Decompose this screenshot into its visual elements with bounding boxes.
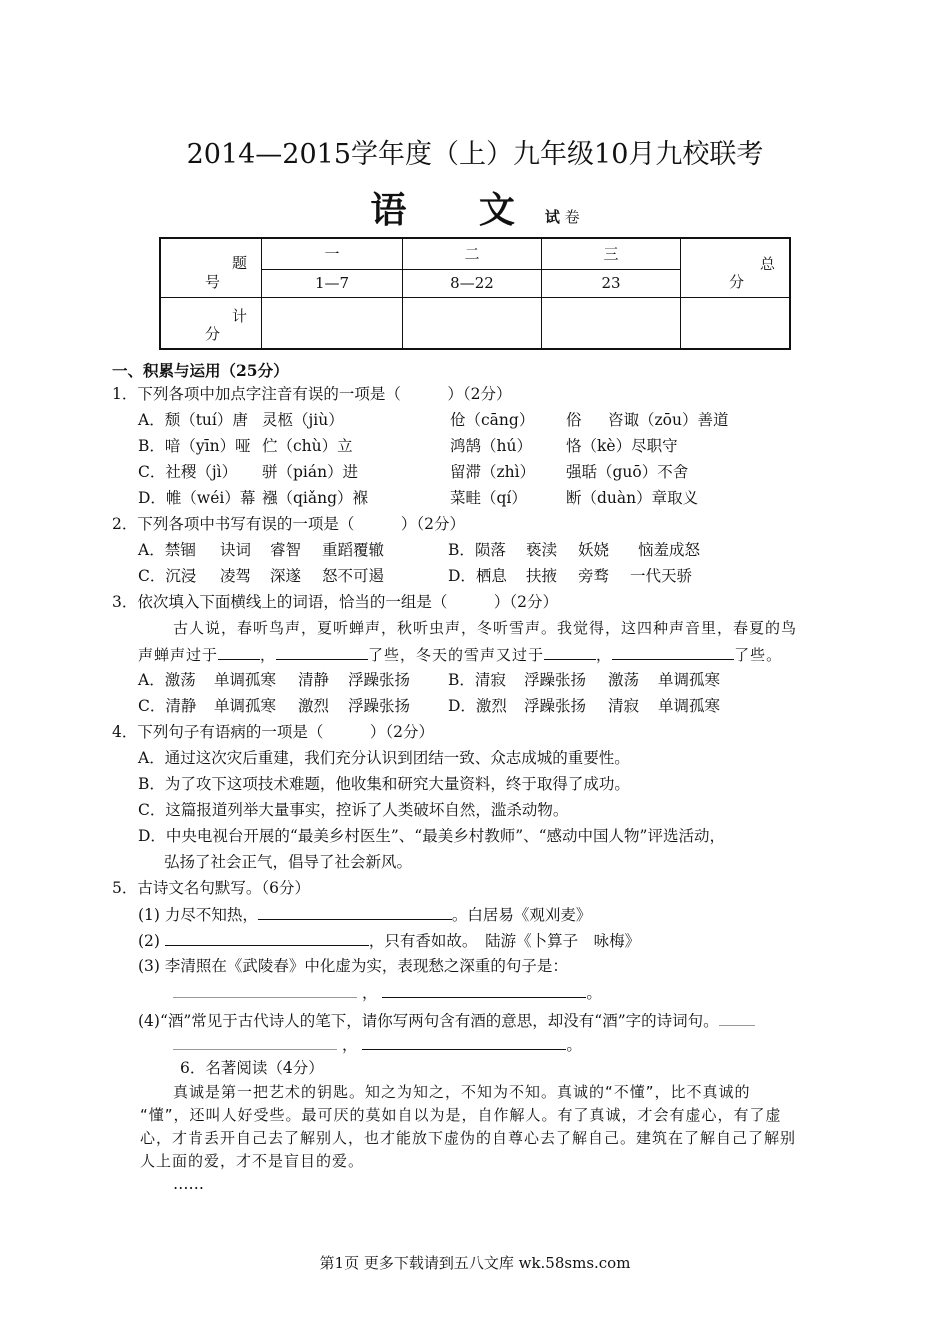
q4-option-a: A．通过这次灾后重建，我们充分认识到团结一致、众志成城的重要性。 [138,749,630,767]
q6-passage-line2: “懂”，还叫人好受些。最可厌的莫如自以为是，自作解人。有了真诚，才会有虚心，有了虚 [140,1106,782,1124]
q3-option-a: A．激荡 单调孤寒 清静 浮躁张扬 [138,671,411,689]
q5-item-3-answer: ， 。 [173,981,602,1004]
q6-passage-line1: 真诚是第一把艺术的钥匙。知之为知之，不知为不知。真诚的“不懂”，比不真诚的 [173,1083,751,1101]
q6-ellipsis: …… [173,1175,204,1193]
q5-blank-3a[interactable] [173,981,357,998]
q5-blank-4-start[interactable] [719,1009,755,1026]
q3-passage-line2: 声蝉声过于 ， 了些，冬天的雪声又过于 ， 了些。 [138,643,782,666]
score-range-2: 8—22 [403,269,542,297]
q3-blank-1[interactable] [218,643,260,660]
q5-stem: 5．古诗文名句默写。（6分） [112,879,310,897]
score-col-3: 三 [542,238,681,269]
q2-option-a: A．禁锢 诀词 睿智 重蹈覆辙 [138,541,385,559]
q1-option-d: D．帷（wéi）幕 襁（qiǎng）褓 菜畦（qí） 断（duàn）章取义 [138,489,699,507]
score-cell-3[interactable] [542,297,681,349]
q5-item-1: (1) 力尽不知热， 。白居易《观刈麦》 [138,903,591,926]
q5-blank-1[interactable] [258,903,452,920]
subject-suffix: 卷 [564,208,580,226]
score-range-1: 1—7 [262,269,403,297]
q3-blank-3[interactable] [544,643,596,660]
q2-stem: 2．下列各项中书写有误的一项是（ ）（2分） [112,515,465,533]
q4-option-d-line1: D．中央电视台开展的“最美乡村医生”、“最美乡村教师”、“感动中国人物”评选活动， [138,827,725,845]
score-col-1: 一 [262,238,403,269]
q4-option-d-line2: 弘扬了社会正气，倡导了社会新风。 [164,853,413,871]
score-cell-total[interactable] [681,297,791,349]
q5-blank-2[interactable] [165,929,369,946]
score-label-total-points: 计 分 [160,297,262,349]
q4-option-b: B．为了攻下这项技术难题，他收集和研究大量资料，终于取得了成功。 [138,775,630,793]
q3-option-b: B．清寂 浮躁张扬 激荡 单调孤寒 [448,671,721,689]
q5-blank-4a[interactable] [173,1033,337,1050]
q5-blank-3b[interactable] [382,981,586,998]
q1-option-c: C．社稷（jì） 骈（pián）进 留滞（zhì） 强聒（guō）不舍 [138,463,689,481]
q1-option-b: B．喑（yīn）哑 伫（chù）立 鸿鹄（hú） 恪（kè）尽职守 [138,437,678,455]
q3-passage-line1: 古人说，春听鸟声，夏听蝉声，秋听虫声，冬听雪声。我觉得，这四种声音里，春夏的鸟 [173,619,798,637]
page-footer: 第1页 更多下载请到五八文库 wk.58sms.com [319,1254,631,1272]
q2-option-b: B．陨落 亵渎 妖娆 恼羞成怒 [448,541,701,559]
q1-stem: 1．下列各项中加点字注音有误的一项是（ ）（2分） [112,385,512,403]
q5-item-2: (2) ，只有香如故。 陆游《卜算子 咏梅》 [138,929,640,952]
subject-line [0,182,950,233]
q5-blank-4b[interactable] [362,1033,566,1050]
q4-stem: 4．下列句子有语病的一项是（ ）（2分） [112,723,434,741]
score-range-3: 23 [542,269,681,297]
score-col-2: 二 [403,238,542,269]
score-table [159,237,791,350]
q6-stem: 6．名著阅读（4分） [180,1059,324,1077]
q4-option-c: C．这篇报道列举大量事实，控诉了人类破坏自然，滥杀动物。 [138,801,569,819]
subject-suffix-bold: 试 [544,208,560,226]
q1-option-a: A．颓（tuí）唐 灵柩（jiù） 伧（cāng） 俗 咨诹（zōu）善道 [138,411,729,429]
q3-option-c: C．清静 单调孤寒 激烈 浮躁张扬 [138,697,411,715]
q3-stem: 3．依次填入下面横线上的词语，恰当的一组是（ ）（2分） [112,593,558,611]
score-label-question: 题 号 [160,238,262,297]
q6-passage-line3: 心，才肯丢开自己去了解别人，也才能放下虚伪的自尊心去了解自己。建筑在了解自己了解别 [140,1129,797,1147]
subject-name: 语 文 [370,189,545,231]
q6-passage-line4: 人上面的爱，才不是盲目的爱。 [140,1152,365,1170]
score-cell-2[interactable] [403,297,542,349]
q3-blank-2[interactable] [276,643,368,660]
q2-option-c: C．沉浸 凌驾 深遂 怒不可遏 [138,567,385,585]
section-heading: 一、积累与运用（25分） [112,361,289,380]
score-cell-1[interactable] [262,297,403,349]
exam-title: 2014—2015学年度（上）九年级10月九校联考 [186,139,764,170]
q3-option-d: D．激烈 浮躁张扬 清寂 单调孤寒 [448,697,721,715]
q5-item-3: (3) 李清照在《武陵春》中化虚为实，表现愁之深重的句子是： [138,957,568,975]
q5-item-4-answer: ， 。 [173,1033,582,1056]
q2-option-d: D．栖息 扶掖 旁骛 一代天骄 [448,567,693,585]
q3-blank-4[interactable] [612,643,734,660]
q5-item-4: (4)“酒”常见于古代诗人的笔下，请你写两句含有酒的意思，却没有“酒”字的诗词句。 [138,1009,755,1032]
score-label-total: 总 分 [681,238,791,297]
